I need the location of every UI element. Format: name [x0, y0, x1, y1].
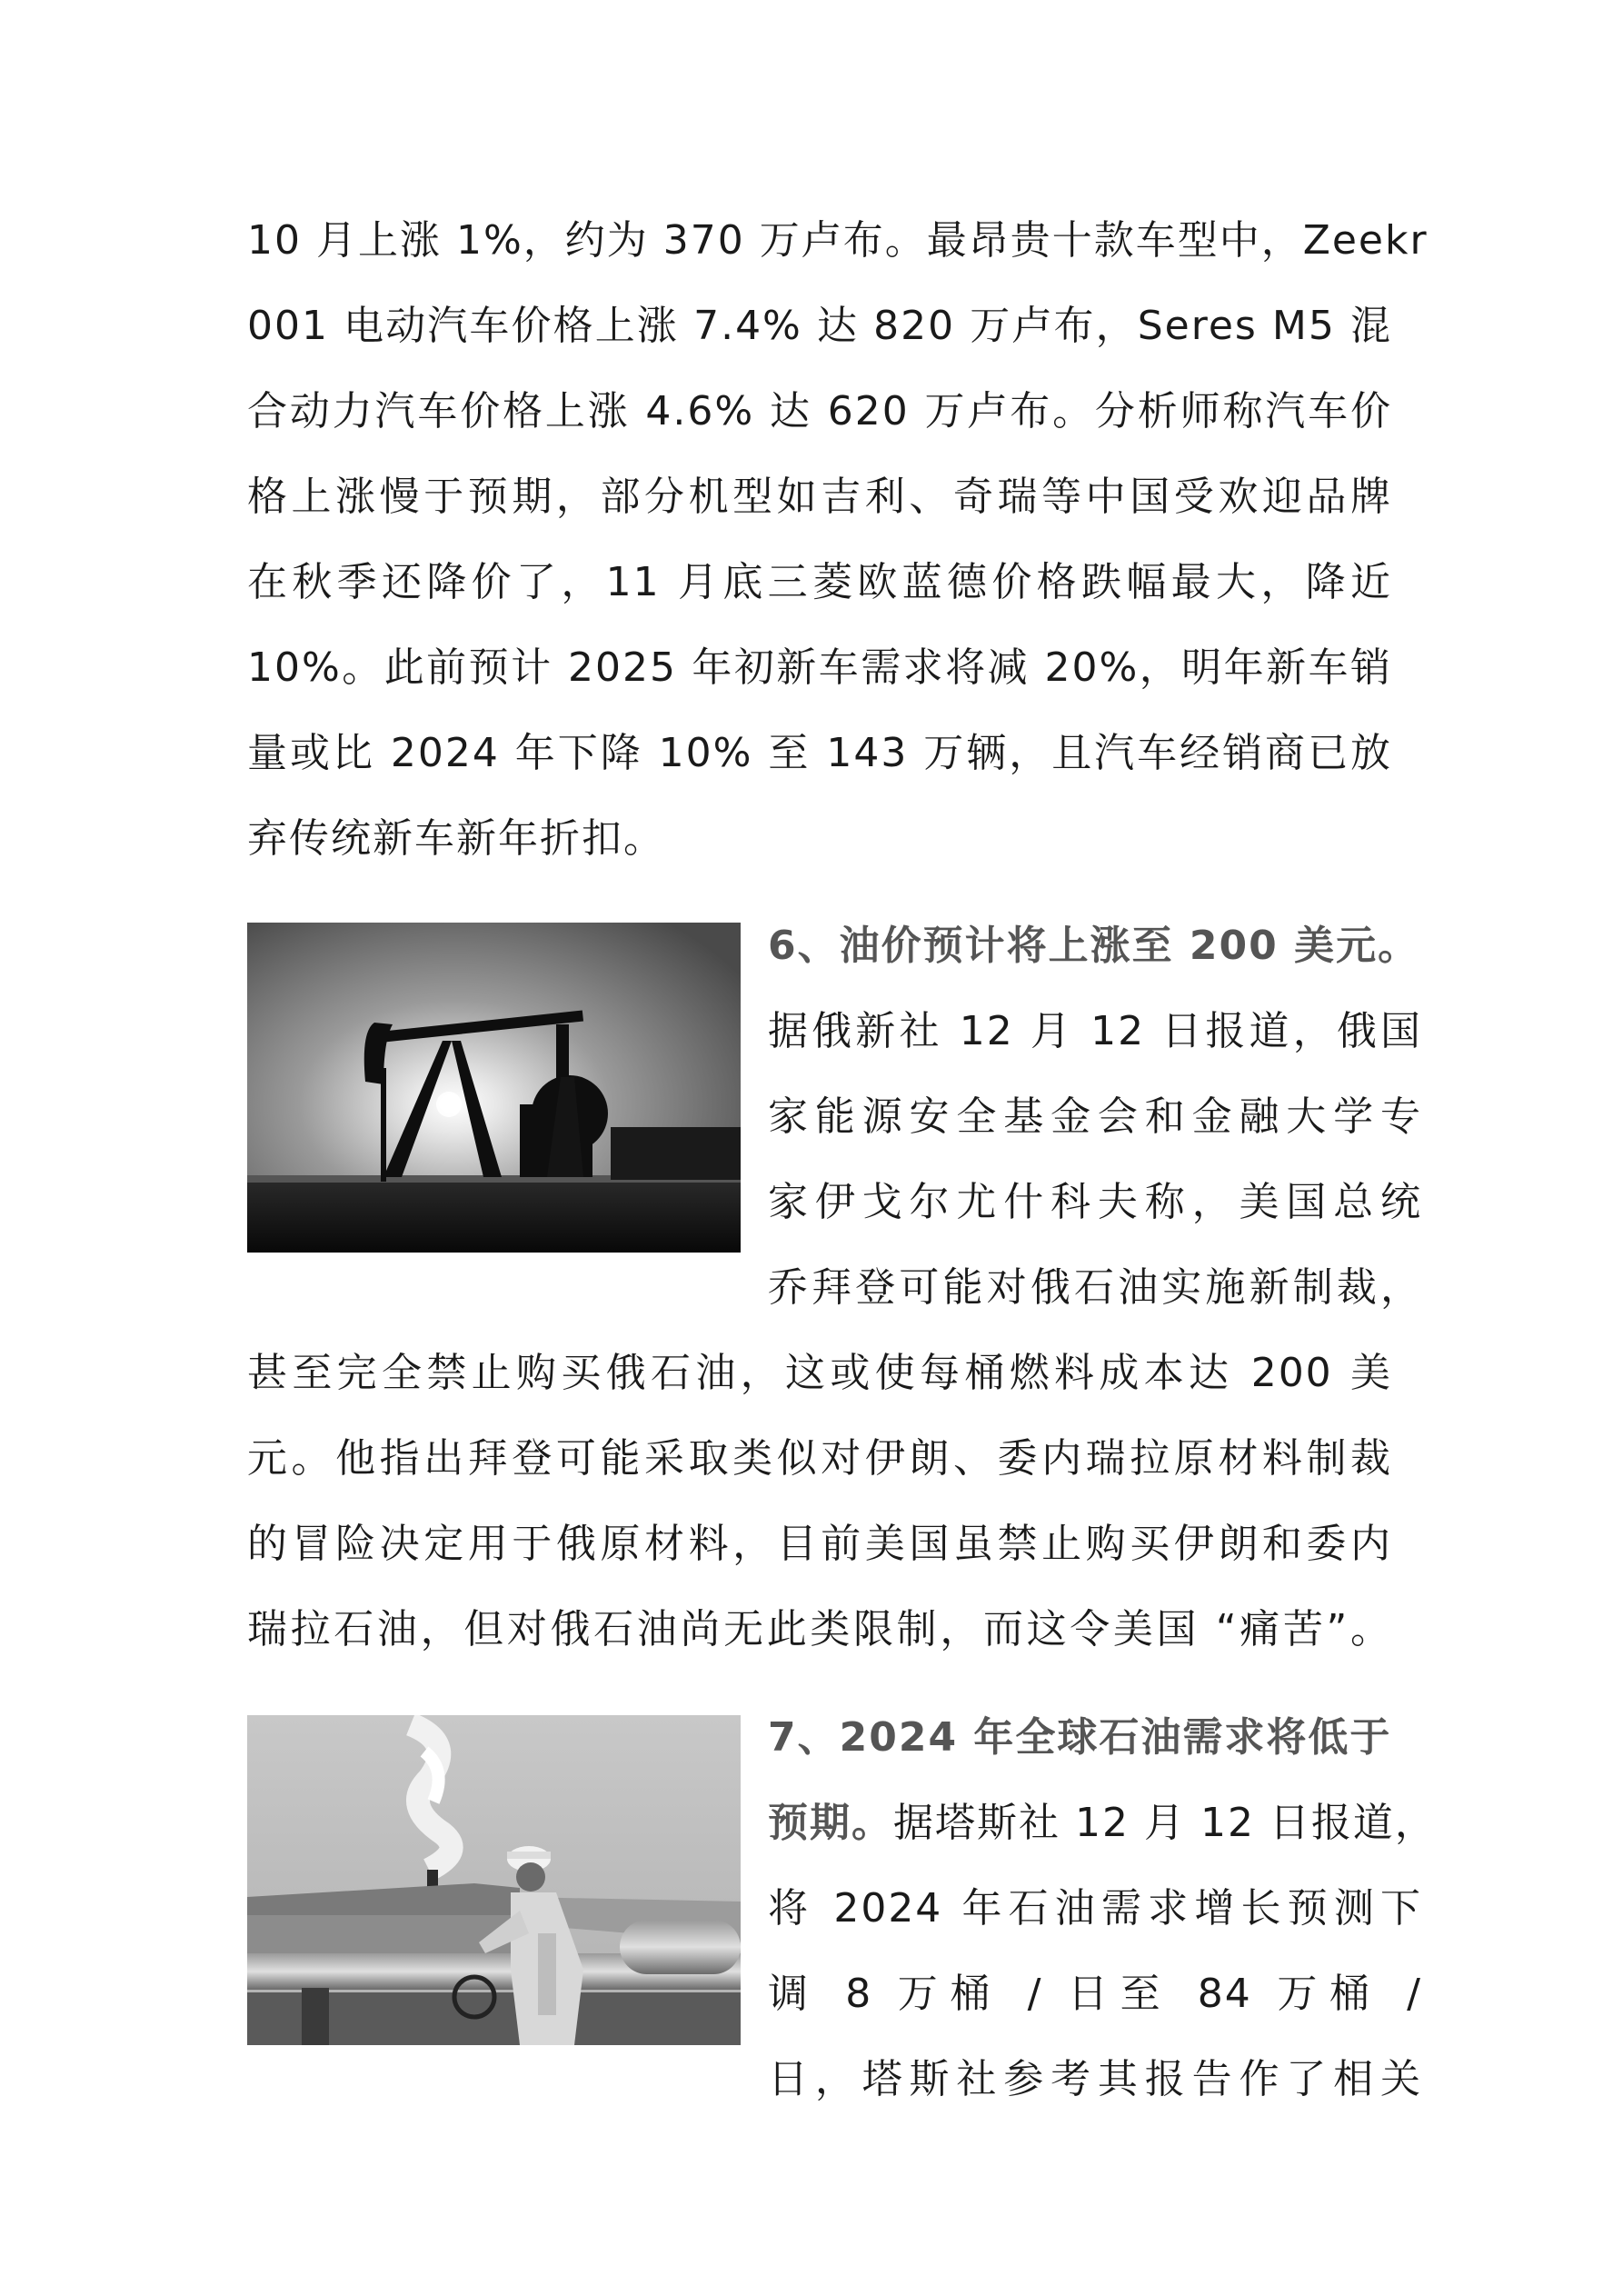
- oil-pump-photo: [247, 923, 741, 1253]
- section-7-heading: 7、2024 年全球石油需求将低于: [768, 1714, 1392, 1761]
- paragraph-line: 日，塔斯社参考其报告作了相关: [768, 2056, 1422, 2102]
- paragraph-line: 据俄新社 12 月 12 日报道，俄国: [768, 1008, 1422, 1054]
- paragraph-line: 乔拜登可能对俄石油实施新制裁，: [768, 1264, 1422, 1311]
- paragraph-line: 调 8 万桶 / 日至 84 万桶 /: [768, 1971, 1422, 2017]
- paragraph-line: 瑞拉石油，但对俄石油尚无此类限制，而这令美国 “痛苦”。: [247, 1606, 1392, 1652]
- refinery-worker-photo: [247, 1715, 741, 2045]
- paragraph-line: 格上涨慢于预期，部分机型如吉利、奇瑞等中国受欢迎品牌: [247, 474, 1392, 520]
- paragraph-line: 元。他指出拜登可能采取类似对伊朗、委内瑞拉原材料制裁: [247, 1435, 1392, 1482]
- paragraph-line: 的冒险决定用于俄原材料，目前美国虽禁止购买伊朗和委内: [247, 1521, 1392, 1567]
- paragraph-line: 合动力汽车价格上涨 4.6% 达 620 万卢布。分析师称汽车价: [247, 388, 1392, 434]
- paragraph-line: 家能源安全基金会和金融大学专: [768, 1093, 1422, 1140]
- paragraph-text: 据塔斯社 12 月 12 日报道，: [893, 1800, 1437, 1846]
- paragraph-line: 量或比 2024 年下降 10% 至 143 万辆，且汽车经销商已放: [247, 730, 1392, 776]
- section-7-heading-end: 预期。: [768, 1800, 893, 1846]
- paragraph-line: 001 电动汽车价格上涨 7.4% 达 820 万卢布，Seres M5 混: [247, 303, 1392, 349]
- section-7-heading-line2: [768, 1792, 1437, 1855]
- paragraph-line: 在秋季还降价了，11 月底三菱欧蓝德价格跌幅最大，降近: [247, 559, 1392, 605]
- paragraph-line: 10%。此前预计 2025 年初新车需求将减 20%，明年新车销: [247, 644, 1392, 691]
- section-6-heading: 6、油价预计将上涨至 200 美元。: [768, 923, 1420, 969]
- paragraph-line: 将 2024 年石油需求增长预测下: [768, 1885, 1422, 1932]
- paragraph-line: 甚至完全禁止购买俄石油，这或使每桶燃料成本达 200 美: [247, 1350, 1392, 1396]
- paragraph-line: 弃传统新车新年折扣。: [247, 815, 665, 862]
- paragraph-line: 10 月上涨 1%，约为 370 万卢布。最昂贵十款车型中，Zeekr: [247, 217, 1429, 264]
- paragraph-line: 家伊戈尔尤什科夫称，美国总统: [768, 1179, 1422, 1225]
